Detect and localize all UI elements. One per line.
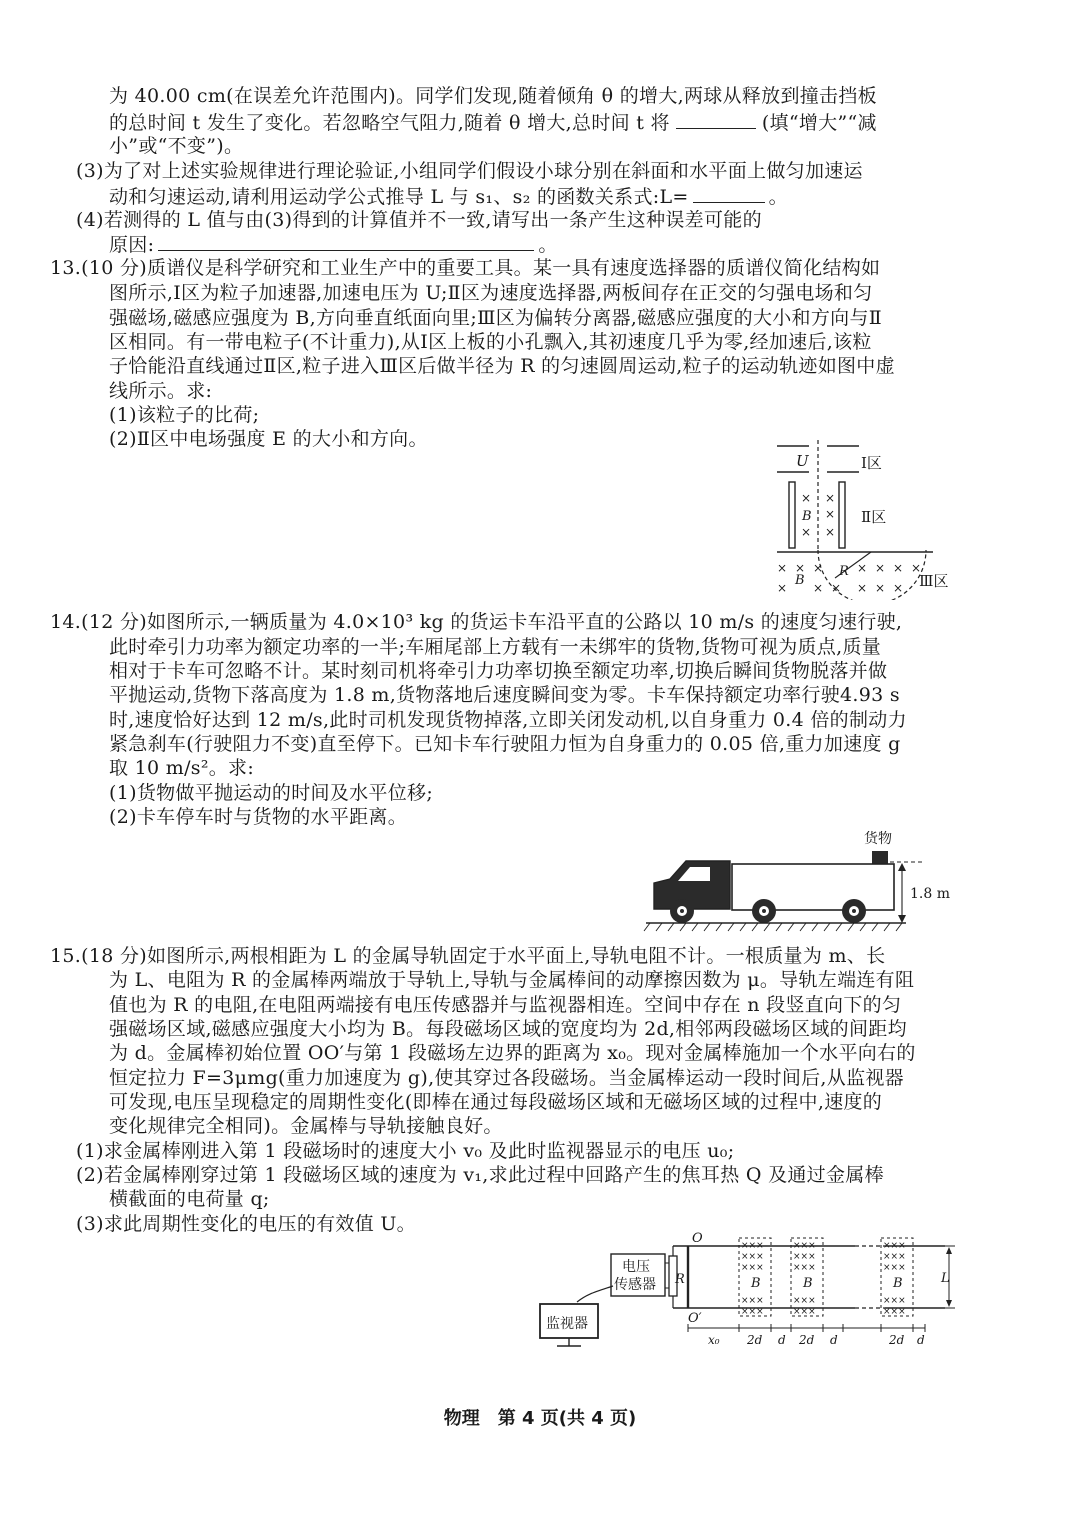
q12-part-3-period: 。	[768, 186, 788, 208]
q12-line-3: 小”或“不变”)。	[109, 135, 244, 157]
dim-2d-1: 2d	[747, 1333, 763, 1347]
zone-1-label: Ⅰ区	[861, 454, 882, 472]
svg-text:×××: ×××	[883, 1296, 906, 1306]
svg-text:×: ×	[801, 491, 812, 505]
dim-2d-n: 2d	[889, 1333, 905, 1347]
answer-blank-L-formula[interactable]	[693, 184, 765, 203]
q14-sub-1: (1)货物做平抛运动的时间及水平位移;	[109, 782, 434, 804]
q15-line-4: 强磁场区域,磁感应强度大小均为 B。每段磁场区域的宽度均为 2d,相邻两段磁场区域的间距均	[109, 1018, 907, 1040]
q13-sub-1: (1)该粒子的比荷;	[109, 404, 260, 426]
q15-sub-2-line-1: (2)若金属棒刚穿过第 1 段磁场区域的速度为 v₁,求此过程中回路产生的焦耳热 Q 及通过金属棒	[76, 1164, 884, 1186]
q12-line-2-text: 的总时间 t 发生了变化。若忽略空气阻力,随着 θ 增大,总时间 t 将	[109, 112, 670, 134]
svg-text:×: ×	[777, 581, 788, 595]
svg-text:×××: ×××	[741, 1296, 764, 1306]
svg-text:×××: ×××	[741, 1307, 764, 1317]
svg-text:×××: ×××	[883, 1241, 906, 1251]
rod-top-label: O	[692, 1231, 703, 1246]
resistor-label: R	[675, 1272, 685, 1287]
q13-line-4: 区相同。有一带电粒子(不计重力),从Ⅰ区上板的小孔飘入,其初速度几乎为零,经加速后,该粒	[109, 331, 872, 353]
rod-bottom-label: O′	[688, 1311, 702, 1326]
svg-text:×××: ×××	[793, 1263, 816, 1273]
dim-d-n: d	[917, 1333, 925, 1347]
q13-line-1: 13.(10 分)质谱仪是科学研究和工业生产中的重要工具。某一具有速度选择器的质谱仪简化结构如	[50, 257, 881, 279]
q12-line-2	[109, 110, 877, 135]
svg-text:×: ×	[813, 581, 824, 595]
zone-3-label: Ⅲ区	[919, 572, 949, 590]
q15-line-5: 为 d。金属棒初始位置 OO′与第 1 段磁场左边界的距离为 x₀。现对金属棒施加一个水平向右的	[109, 1042, 916, 1064]
field-n-B-label: B	[893, 1276, 903, 1291]
svg-text:×: ×	[825, 525, 836, 539]
q15-sub-2-line-2: 横截面的电荷量 q;	[109, 1188, 270, 1210]
svg-text:×××: ×××	[741, 1241, 764, 1251]
mass-spectrometer-figure	[765, 440, 965, 600]
zone-2-B-label: B	[802, 509, 812, 524]
q12-line-2-tail: (填“增大”“减	[761, 112, 877, 134]
svg-text:×: ×	[777, 561, 788, 575]
q14-sub-2: (2)卡车停车时与货物的水平距离。	[109, 806, 408, 828]
q12-part-4-label: 原因:	[109, 234, 155, 256]
svg-text:×: ×	[825, 507, 836, 521]
q15-line-7: 可发现,电压呈现稳定的周期性变化(即棒在通过每段磁场区域和无磁场区域的过程中,速度的	[109, 1091, 883, 1113]
q15-line-6: 恒定拉力 F=3μmg(重力加速度为 g),使其穿过各段磁场。当金属棒运动一段时间后,从监视器	[109, 1067, 904, 1089]
q12-part-3-line-2	[109, 184, 788, 209]
voltage-label-U: U	[796, 452, 809, 470]
radius-label-R: R	[839, 564, 849, 579]
sensor-label-1: 电压	[622, 1259, 650, 1275]
q14-line-7: 取 10 m/s²。求:	[109, 757, 255, 779]
svg-text:×: ×	[875, 581, 886, 595]
dim-2d-2: 2d	[799, 1333, 815, 1347]
svg-text:×: ×	[825, 491, 836, 505]
svg-text:×××: ×××	[741, 1263, 764, 1273]
q13-line-2: 图所示,Ⅰ区为粒子加速器,加速电压为 U;Ⅱ区为速度选择器,两板间存在正交的匀强电场和匀	[109, 282, 873, 304]
svg-text:×: ×	[813, 561, 824, 575]
sensor-label-2: 传感器	[614, 1277, 656, 1293]
answer-blank-error-reason[interactable]	[158, 232, 534, 251]
q12-part-3-line-1: (3)为了对上述实验规律进行理论验证,小组同学们假设小球分别在斜面和水平面上做匀加速运	[76, 160, 863, 182]
svg-text:×: ×	[795, 561, 806, 575]
q14-line-3: 相对于卡车可忽略不计。某时刻司机将牵引力功率切换至额定功率,切换后瞬间货物脱落并做	[109, 660, 888, 682]
q12-part-4-line-1: (4)若测得的 L 值与由(3)得到的计算值并不一致,请写出一条产生这种误差可能的	[76, 209, 762, 231]
dim-x0: x₀	[708, 1333, 720, 1347]
q14-line-6: 紧急刹车(行驶阻力不变)直至停下。已知卡车行驶阻力恒为自身重力的 0.05 倍,重力加速度 g	[109, 733, 901, 755]
q15-line-3: 值也为 R 的电阻,在电阻两端接有电压传感器并与监视器相连。空间中存在 n 段竖直向下的匀	[109, 994, 902, 1016]
q13-line-6: 线所示。求:	[109, 380, 213, 402]
q13-sub-2: (2)Ⅱ区中电场强度 E 的大小和方向。	[109, 428, 428, 450]
dim-d-2: d	[830, 1333, 838, 1347]
q13-line-3: 强磁场,磁感应强度为 B,方向垂直纸面向里;Ⅲ区为偏转分离器,磁感应强度的大小和方向与Ⅱ	[109, 307, 882, 329]
q12-part-4-period: 。	[538, 234, 558, 256]
svg-text:×××: ×××	[793, 1241, 816, 1251]
rail-spacing-L-label: L	[941, 1271, 950, 1286]
q12-part-3-text: 动和匀速运动,请利用运动学公式推导 L 与 s₁、s₂ 的函数关系式:L=	[109, 186, 689, 208]
q14-line-1: 14.(12 分)如图所示,一辆质量为 4.0×10³ kg 的货运卡车沿平直的公路以 10 m/s 的速度匀速行驶,	[50, 611, 903, 633]
svg-text:×: ×	[831, 581, 842, 595]
svg-text:×××: ×××	[883, 1263, 906, 1273]
svg-text:×××: ×××	[883, 1252, 906, 1262]
svg-text:×: ×	[893, 581, 904, 595]
q12-line-1: 为 40.00 cm(在误差允许范围内)。同学们发现,随着倾角 θ 的增大,两球从释放到撞击挡板	[109, 85, 877, 107]
answer-blank-time-trend[interactable]	[676, 110, 756, 129]
q15-line-8: 变化规律完全相同)。金属棒与导轨接触良好。	[109, 1115, 503, 1137]
page-footer: 物理 第 4 页(共 4 页)	[443, 1408, 637, 1429]
dim-d-1: d	[778, 1333, 786, 1347]
svg-text:×××: ×××	[793, 1296, 816, 1306]
zone-3-B-label: B	[795, 573, 805, 588]
zone-2-label: Ⅱ区	[861, 508, 887, 526]
svg-text:×: ×	[857, 581, 868, 595]
svg-text:×××: ×××	[793, 1252, 816, 1262]
q15-line-1: 15.(18 分)如图所示,两根相距为 L 的金属导轨固定于水平面上,导轨电阻不计。一根质量为 m、长	[50, 945, 886, 967]
q15-line-2: 为 L、电阻为 R 的金属棒两端放于导轨上,导轨与金属棒间的动摩擦因数为 μ。导轨左端连有阻	[109, 969, 915, 991]
ground-hatching	[644, 923, 902, 931]
rail-magnetic-field-figure	[525, 1228, 975, 1358]
q14-line-2: 此时牵引力功率为额定功率的一半;车厢尾部上方载有一未绑牢的货物,货物可视为质点,质量	[109, 636, 882, 658]
q12-part-4-line-2	[109, 232, 558, 257]
q14-line-5: 时,速度恰好达到 12 m/s,此时司机发现货物掉落,立即关闭发动机,以自身重力 0.4 倍的制动力	[109, 709, 907, 731]
field-1-B-label: B	[751, 1276, 761, 1291]
truck-figure	[640, 825, 960, 935]
svg-text:×: ×	[875, 561, 886, 575]
svg-text:×: ×	[801, 525, 812, 539]
height-label: 1.8 m	[910, 886, 950, 902]
q15-sub-3: (3)求此周期性变化的电压的有效值 U。	[76, 1213, 416, 1235]
svg-text:×××: ×××	[883, 1307, 906, 1317]
svg-text:×: ×	[893, 561, 904, 575]
svg-text:×××: ×××	[741, 1252, 764, 1262]
svg-text:×: ×	[911, 561, 922, 575]
q14-line-4: 平抛运动,货物下落高度为 1.8 m,货物落地后速度瞬间变为零。卡车保持额定功率行驶4.93 s	[109, 684, 900, 706]
svg-text:×××: ×××	[793, 1307, 816, 1317]
svg-text:×: ×	[857, 561, 868, 575]
q13-line-5: 子恰能沿直线通过Ⅱ区,粒子进入Ⅲ区后做半径为 R 的匀速圆周运动,粒子的运动轨迹如图中虚	[109, 355, 895, 377]
cargo-box	[872, 851, 888, 864]
field-2-B-label: B	[803, 1276, 813, 1291]
q15-sub-1: (1)求金属棒刚进入第 1 段磁场时的速度大小 v₀ 及此时监视器显示的电压 u₀;	[76, 1140, 735, 1162]
monitor-label: 监视器	[546, 1316, 588, 1332]
cargo-label: 货物	[864, 831, 892, 847]
